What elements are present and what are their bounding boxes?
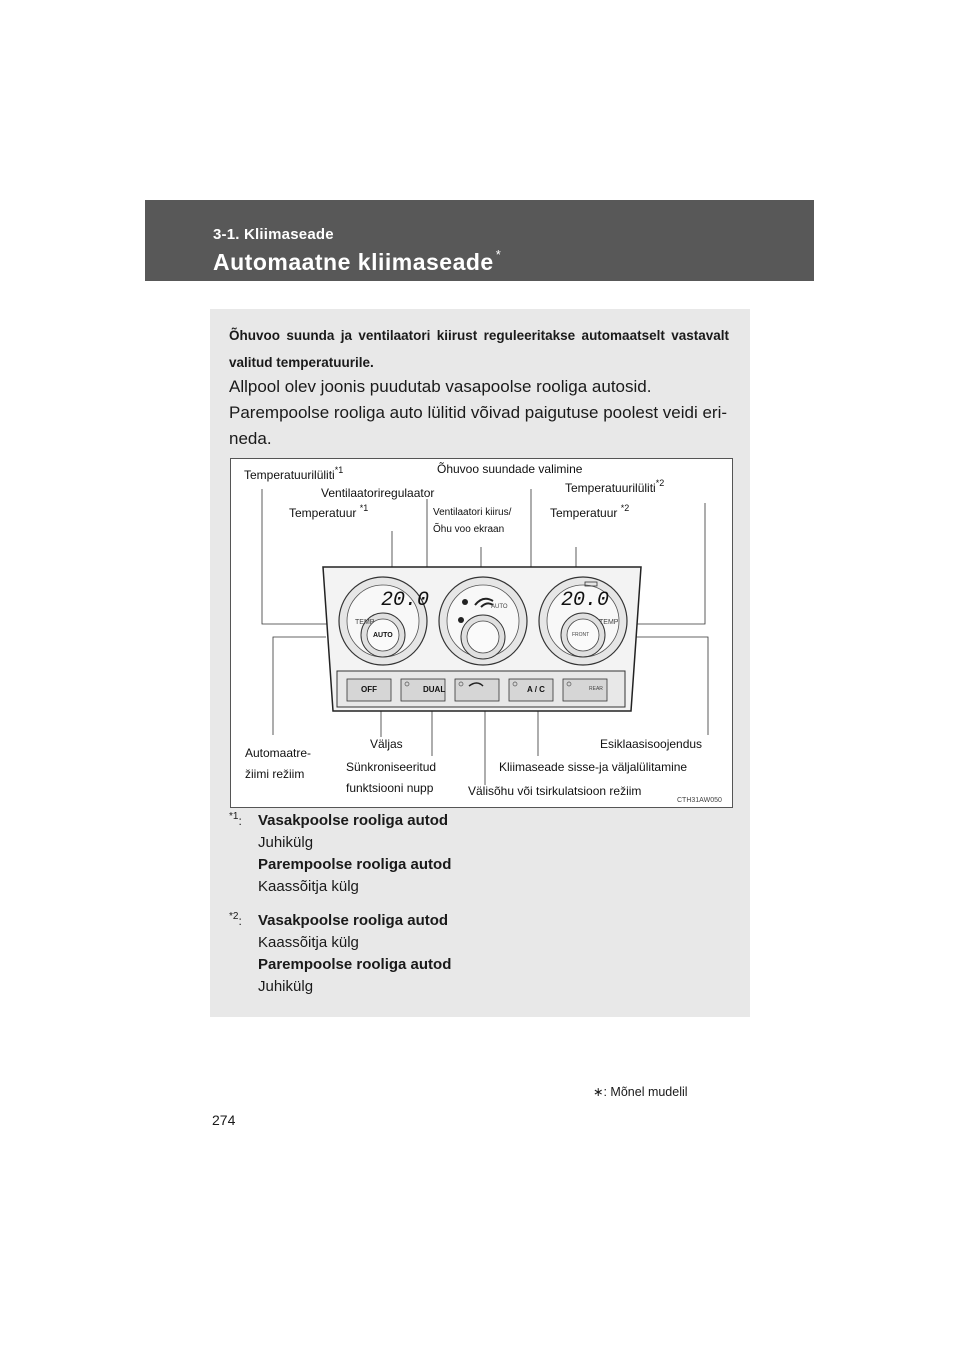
label-fan-control: Ventilaatoriregulaator xyxy=(321,486,435,500)
dual-button[interactable]: DUAL xyxy=(423,685,446,694)
left-temp-label: TEMP xyxy=(355,619,375,626)
label-auto-mode-1: Automaatre- xyxy=(245,746,312,760)
label-off: Väljas xyxy=(370,737,403,751)
label-auto-mode-2: žiimi režiim xyxy=(245,767,305,781)
label-defog: Esiklaasisoojendus xyxy=(600,737,703,751)
footnote-1-line: Vasakpoolse rooliga autod xyxy=(258,812,449,829)
right-temp-display: 20.0 xyxy=(561,589,610,612)
intro-bold-text: Õhuvoo suunda ja ventilaatori kiirust reguleeritakse automaatselt vastavalt valitud temperatuurile. xyxy=(229,328,729,370)
right-temp-label: TEMP xyxy=(599,619,619,626)
label-temp-switch-1: Temperatuurilüliti$^{*1}$ xyxy=(244,465,344,482)
label-temp-2: Temperatuur $^{*2}$ xyxy=(550,503,630,520)
footnote-2-mark: $^{*2}$: xyxy=(229,911,242,928)
off-button[interactable]: OFF xyxy=(361,685,377,694)
label-dual-2: funktsiooni nupp xyxy=(346,781,434,795)
auto-button[interactable]: AUTO xyxy=(373,632,393,639)
footnote-2-line: Vasakpoolse rooliga autod xyxy=(258,912,449,929)
label-fan-display-2: Õhu voo ekraan xyxy=(433,524,505,535)
footnote-1-line: Juhikülg xyxy=(258,834,314,851)
footnote-1 xyxy=(229,810,529,898)
page-number: 274 xyxy=(212,1112,236,1128)
footnote-2-line: Kaassõitja külg xyxy=(258,934,359,951)
footnote-2 xyxy=(229,910,529,998)
auto-indicator: AUTO xyxy=(491,604,508,610)
footnote-1-line: Kaassõitja külg xyxy=(258,878,359,895)
title-asterisk: * xyxy=(495,247,502,262)
model-note: ∗: Mõnel mudelil xyxy=(593,1085,688,1099)
left-temp-display: 20.0 xyxy=(381,589,430,612)
footnote-2-line: Juhikülg xyxy=(258,978,314,995)
figure-code: CTH31AW050 xyxy=(677,797,722,804)
center-dial xyxy=(439,577,527,665)
section-label: 3-1. Kliimaseade xyxy=(213,226,334,243)
footnote-2-line: Parempoolse rooliga autod xyxy=(258,956,452,973)
label-temp-switch-2: Temperatuurilüliti$^{*2}$ xyxy=(565,478,665,495)
rear-defog-button[interactable]: REAR xyxy=(589,686,603,692)
climate-panel-diagram xyxy=(230,458,733,808)
label-fan-display-1: Ventilaatori kiirus/ xyxy=(433,507,512,518)
footnote-1-line: Parempoolse rooliga autod xyxy=(258,856,452,873)
label-ac: Kliimaseade sisse-ja väljalülitamine xyxy=(499,760,688,774)
page-title-text: Automaatne kliimaseade xyxy=(213,249,494,275)
page-title xyxy=(213,249,501,276)
label-recirc: Välisõhu või tsirkulatsioon režiim xyxy=(468,784,642,798)
footnote-1-mark: $^{*1}$: xyxy=(229,811,242,828)
label-dual-1: Sünkroniseeritud xyxy=(346,760,437,774)
front-defog-label: FRONT xyxy=(572,632,590,638)
label-airflow-select: Õhuvoo suundade valimine xyxy=(437,462,583,476)
intro-text: Allpool olev joonis puudutab vasapoolse rooliga autosid. Parempoolse rooliga auto lülitid võivad paigutuse poolest veidi eri-neda. xyxy=(229,377,728,448)
label-temp-1: Temperatuur $^{*1}$ xyxy=(289,503,369,520)
ac-button[interactable]: A / C xyxy=(527,685,545,694)
